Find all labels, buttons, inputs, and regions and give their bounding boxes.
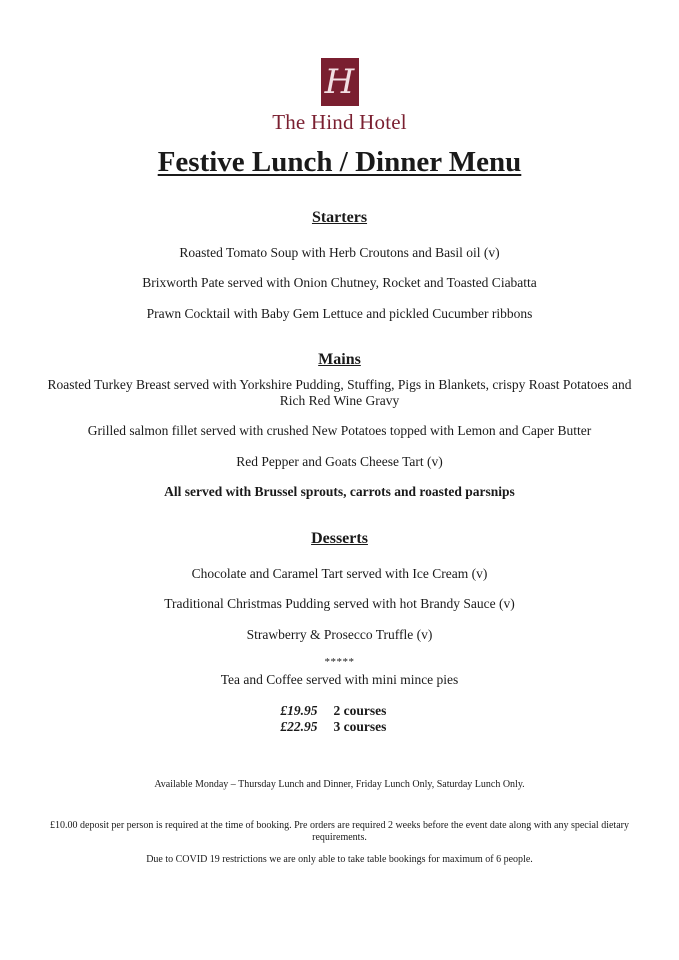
dessert-item: Chocolate and Caramel Tart served with Ice Cream (v) [191, 566, 488, 581]
hotel-monogram-icon: H [321, 58, 359, 106]
starter-item: Brixworth Pate served with Onion Chutney, Rocket and Toasted Ciabatta [142, 275, 537, 290]
availability-note: Available Monday – Thursday Lunch and Dinner, Friday Lunch Only, Saturday Lunch Only. [154, 779, 525, 790]
mains-heading: Mains [318, 351, 361, 368]
menu-title: Festive Lunch / Dinner Menu [157, 146, 522, 178]
mains-note: All served with Brussel sprouts, carrots and roasted parsnips [164, 484, 515, 499]
hotel-logo [0, 58, 679, 135]
starter-item: Roasted Tomato Soup with Herb Croutons and Basil oil (v) [179, 245, 500, 260]
price-amount: £22.95 [280, 719, 318, 734]
dessert-item: Traditional Christmas Pudding served with hot Brandy Sauce (v) [164, 596, 515, 611]
price-courses: 3 courses [333, 719, 387, 734]
starter-item: Prawn Cocktail with Baby Gem Lettuce and pickled Cucumber ribbons [146, 306, 533, 321]
main-item: Grilled salmon fillet served with crushed New Potatoes topped with Lemon and Caper Butter [87, 423, 592, 438]
tea-coffee-item: Tea and Coffee served with mini mince pies [220, 672, 459, 687]
desserts-heading: Desserts [311, 530, 368, 547]
main-item: Roasted Turkey Breast served with Yorkshire Pudding, Stuffing, Pigs in Blankets, crispy Roast Potatoes and Rich Red Wine Gravy [47, 377, 632, 408]
price-row [0, 719, 679, 735]
separator-stars: ***** [324, 656, 355, 668]
price-amount: £19.95 [280, 703, 318, 718]
price-row [0, 703, 679, 719]
main-item: Red Pepper and Goats Cheese Tart (v) [236, 454, 443, 469]
starters-heading: Starters [311, 209, 368, 226]
price-courses: 2 courses [333, 703, 387, 718]
hotel-name: The Hind Hotel [272, 110, 407, 134]
deposit-note: £10.00 deposit per person is required at the time of booking. Pre orders are required 2 weeks before the event date along with any special dietary requirements. [50, 820, 629, 843]
dessert-item: Strawberry & Prosecco Truffle (v) [246, 627, 433, 642]
covid-note: Due to COVID 19 restrictions we are only able to take table bookings for maximum of 6 people. [146, 854, 533, 865]
